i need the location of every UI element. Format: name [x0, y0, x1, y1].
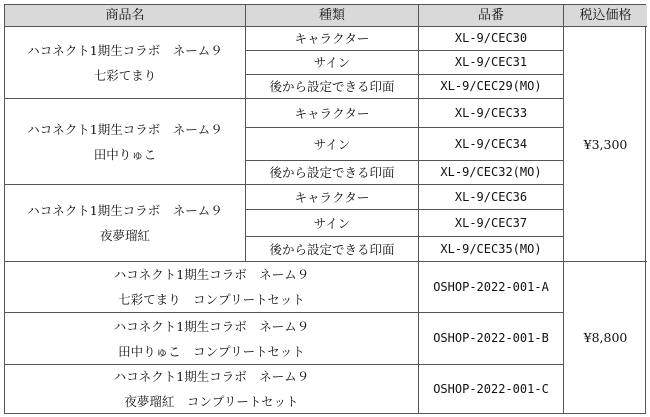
- price-individual: ¥3,300: [564, 27, 647, 262]
- set-name-line1: ハコネクト1期生コラボ ネーム９: [113, 267, 310, 282]
- header-type: 種類: [246, 5, 419, 27]
- type-cell: 後から設定できる印面: [246, 161, 419, 185]
- group-product-name: [5, 185, 246, 262]
- type-cell: 後から設定できる印面: [246, 75, 419, 99]
- type-cell: 後から設定できる印面: [246, 237, 419, 262]
- item-no-cell: XL-9/CEC31: [419, 51, 564, 75]
- type-cell: サイン: [246, 128, 419, 161]
- item-no-cell: XL-9/CEC30: [419, 27, 564, 51]
- item-no-cell: XL-9/CEC37: [419, 210, 564, 237]
- type-cell: サイン: [246, 51, 419, 75]
- item-no-cell: XL-9/CEC35(MO): [419, 237, 564, 262]
- group-product-name: [5, 27, 246, 99]
- item-no-cell: XL-9/CEC29(MO): [419, 75, 564, 99]
- set-product-name: [5, 262, 419, 313]
- item-no-cell: XL-9/CEC34: [419, 128, 564, 161]
- set-product-name: [5, 365, 419, 413]
- type-cell: キャラクター: [246, 27, 419, 51]
- price-table: [4, 4, 646, 414]
- header-price: 税込価格: [564, 5, 647, 27]
- header-item-no: 品番: [419, 5, 564, 27]
- product-name-line1: ハコネクト1期生コラボ ネーム９: [27, 121, 223, 137]
- item-no-cell: XL-9/CEC36: [419, 185, 564, 210]
- product-name-line2: 七彩てまり: [93, 67, 157, 83]
- set-product-name: [5, 313, 419, 365]
- product-name-line1: ハコネクト1期生コラボ ネーム９: [27, 203, 223, 218]
- group-product-name: [5, 99, 246, 185]
- set-name-line2: 夜夢瑠紅 コンプリートセット: [124, 394, 299, 409]
- set-item-no: OSHOP-2022-001-B: [419, 313, 564, 365]
- set-name-line2: 七彩てまり コンプリートセット: [118, 292, 305, 307]
- product-name-line1: ハコネクト1期生コラボ ネーム９: [27, 42, 223, 58]
- set-name-line1: ハコネクト1期生コラボ ネーム９: [113, 318, 310, 334]
- item-no-cell: XL-9/CEC32(MO): [419, 161, 564, 185]
- type-cell: キャラクター: [246, 185, 419, 210]
- type-cell: キャラクター: [246, 99, 419, 128]
- item-no-cell: XL-9/CEC33: [419, 99, 564, 128]
- set-name-line1: ハコネクト1期生コラボ ネーム９: [113, 369, 310, 384]
- set-name-line2: 田中りゅこ コンプリートセット: [118, 343, 305, 359]
- price-set: ¥8,800: [583, 330, 628, 345]
- set-item-no: OSHOP-2022-001-A: [419, 262, 564, 313]
- header-product-name: 商品名: [5, 5, 246, 27]
- type-cell: サイン: [246, 210, 419, 237]
- product-name-line2: 夜夢瑠紅: [99, 228, 150, 243]
- set-item-no: OSHOP-2022-001-C: [419, 365, 564, 413]
- product-name-line2: 田中りゅこ: [93, 146, 157, 162]
